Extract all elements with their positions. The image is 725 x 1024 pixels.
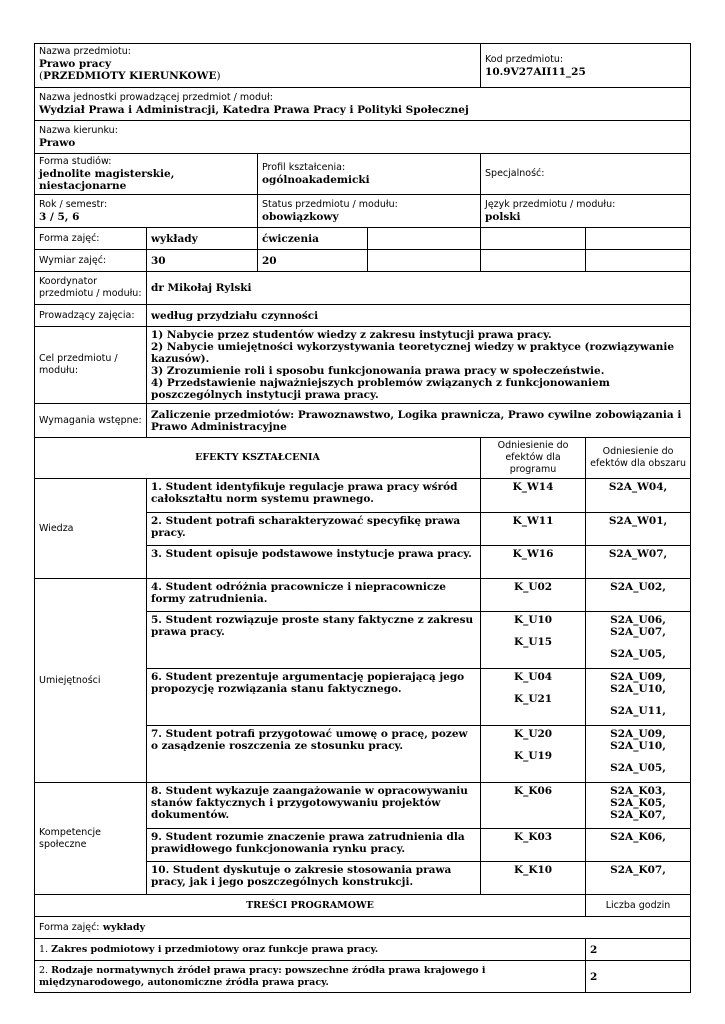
- unit-label: Nazwa jednostki prowadzącej przedmiot / moduł:: [39, 92, 273, 103]
- empty-cell: [481, 250, 586, 272]
- coordinator-value: dr Mikołaj Rylski: [147, 272, 691, 305]
- language-value: polski: [485, 211, 521, 223]
- effect-program-ref: K_U04: [513, 671, 553, 683]
- effect-program-ref: K_W14: [481, 479, 586, 513]
- goal-list: [147, 327, 691, 404]
- effect-area-ref: S2A_U10,: [610, 740, 666, 752]
- year-value: 3 / 5, 6: [39, 211, 80, 223]
- effect-text: 9. Student rozumie znaczenie prawa zatrudnienia dla prawidłowego funkcjonowania rynku pracy.: [147, 829, 481, 862]
- study-form-label: Forma studiów:: [39, 156, 112, 167]
- effect-area-refs: [586, 726, 691, 783]
- course-syllabus-table: [34, 43, 691, 993]
- goal-item: 2) Nabycie umiejętności wykorzystywania teoretycznej wiedzy w praktyce (rozwiązywanie kazusów).: [151, 341, 675, 365]
- program-item-text: Zakres podmiotowy i przedmiotowy oraz funkcje prawa pracy.: [51, 943, 379, 955]
- social-label: Kompetencje społeczne: [35, 783, 147, 895]
- effect-area-refs: [586, 612, 691, 669]
- effect-area-ref: S2A_U07,: [610, 626, 666, 638]
- goal-item: 4) Przedstawienie najważniejszych problemów związanych z funkcjonowaniem poszczególnych instytucji prawa pracy.: [151, 377, 610, 401]
- requirements-value: Zaliczenie przedmiotów: Prawoznawstwo, Logika prawnicza, Prawo cywilne zobowiązania i Prawo Administracyjne: [147, 404, 691, 438]
- effect-text: 1. Student identyfikuje regulacje prawa pracy wśród całokształtu norm systemu prawnego.: [147, 479, 481, 513]
- lecturers-label: Prowadzący zajęcia:: [35, 305, 147, 327]
- empty-cell: [481, 228, 586, 250]
- effect-program-ref: K_U02: [481, 579, 586, 612]
- unit-cell: [35, 88, 691, 121]
- goal-item: 3) Zrozumienie roli i sposobu funkcjonowania prawa pracy w społeczeństwie.: [151, 365, 605, 377]
- lecturers-value: według przydziału czynności: [147, 305, 691, 327]
- effect-text: 10. Student dyskutuje o zakresie stosowania prawa pracy, jak i jego poszczególnych konstrukcji.: [147, 862, 481, 895]
- effect-program-refs: [481, 612, 586, 669]
- effect-area-ref: S2A_U09,: [610, 671, 666, 683]
- profile-label: Profil kształcenia:: [262, 162, 346, 173]
- program-item: [35, 939, 586, 961]
- effect-text: 7. Student potrafi przygotować umowę o pracę, pozew o zasądzenie roszczenia ze stosunku pracy.: [147, 726, 481, 783]
- effect-program-ref: K_U10: [513, 614, 553, 626]
- effect-area-ref: S2A_K07,: [610, 809, 666, 821]
- effect-text: 5. Student rozwiązuje proste stany faktyczne z zakresu prawa pracy.: [147, 612, 481, 669]
- status-value: obowiązkowy: [262, 211, 339, 223]
- effect-program-refs: [481, 669, 586, 726]
- effect-text: 4. Student odróżnia pracownicze i niepracownicze formy zatrudnienia.: [147, 579, 481, 612]
- effect-text: 2. Student potrafi scharakteryzować specyfikę prawa pracy.: [147, 513, 481, 546]
- language-label: Język przedmiotu / modułu:: [485, 199, 616, 210]
- goal-label: Cel przedmiotu / modułu:: [35, 327, 147, 404]
- program-form-value: wykłady: [102, 922, 146, 933]
- knowledge-label: Wiedza: [35, 479, 147, 579]
- effect-area-ref: S2A_U02,: [586, 579, 691, 612]
- effect-area-refs: [586, 669, 691, 726]
- program-item-hours: 2: [586, 939, 691, 961]
- effect-area-ref: S2A_U09,: [610, 728, 666, 740]
- field-label: Nazwa kierunku:: [39, 125, 118, 136]
- specialty-cell: [481, 154, 691, 195]
- effect-program-ref: K_K03: [481, 829, 586, 862]
- language-cell: [481, 195, 691, 228]
- program-item-hours: 2: [586, 961, 691, 993]
- empty-cell: [586, 250, 691, 272]
- field-value: Prawo: [39, 137, 76, 149]
- subject-group: (PRZEDMIOTY KIERUNKOWE): [39, 70, 221, 82]
- effect-program-ref: K_U15: [513, 636, 553, 648]
- effects-area-header: Odniesienie do efektów dla obszaru: [586, 438, 691, 479]
- effect-area-ref: S2A_U06,: [610, 614, 666, 626]
- subject-cell: [35, 44, 481, 88]
- program-form-cell: [35, 917, 691, 939]
- effect-area-ref: S2A_U05,: [610, 648, 666, 660]
- status-cell: [258, 195, 481, 228]
- program-item-text: Rodzaje normatywnych źródeł prawa pracy: powszechne źródła prawa krajowego i międzynarodowego, autonomiczne źródła prawa pracy.: [39, 964, 486, 988]
- effect-area-ref: S2A_K05,: [610, 797, 666, 809]
- study-form-value: jednolite magisterskie, niestacjonarne: [39, 168, 175, 192]
- effect-area-refs: [586, 783, 691, 829]
- empty-cell: [368, 228, 481, 250]
- subject-label: Nazwa przedmiotu:: [39, 46, 131, 57]
- empty-cell: [586, 228, 691, 250]
- effect-program-refs: [481, 726, 586, 783]
- effect-area-ref: S2A_K07,: [586, 862, 691, 895]
- profile-cell: [258, 154, 481, 195]
- program-form-label: Forma zajęć:: [39, 922, 100, 933]
- effect-program-ref: K_W11: [481, 513, 586, 546]
- classes-label: Forma zajęć:: [35, 228, 147, 250]
- effect-text: 3. Student opisuje podstawowe instytucje prawa pracy.: [147, 546, 481, 579]
- effect-area-ref: S2A_W04,: [586, 479, 691, 513]
- program-title: TREŚCI PROGRAMOWE: [35, 895, 586, 917]
- code-value: 10.9V27AII11_25: [485, 65, 586, 78]
- skills-label: Umiejętności: [35, 579, 147, 783]
- effect-area-ref: S2A_U10,: [610, 683, 666, 695]
- effect-area-ref: S2A_W07,: [586, 546, 691, 579]
- effect-area-ref: S2A_K03,: [610, 785, 666, 797]
- hours-lecture: 30: [147, 250, 258, 272]
- specialty-label: Specjalność:: [485, 168, 545, 179]
- subject-name: Prawo pracy: [39, 58, 112, 70]
- status-label: Status przedmiotu / modułu:: [262, 199, 398, 210]
- effect-program-ref: K_U21: [513, 693, 553, 705]
- empty-cell: [368, 250, 481, 272]
- effect-text: 8. Student wykazuje zaangażowanie w opracowywaniu stanów faktycznych i przygotowywaniu projektów dokumentów.: [147, 783, 481, 829]
- program-hours-header: Liczba godzin: [586, 895, 691, 917]
- study-form-cell: [35, 154, 258, 195]
- code-label: Kod przedmiotu:: [485, 53, 564, 65]
- effect-program-ref: K_W16: [481, 546, 586, 579]
- year-cell: [35, 195, 258, 228]
- effect-area-ref: S2A_U05,: [610, 762, 666, 774]
- profile-value: ogólnoakademicki: [262, 174, 370, 186]
- effect-program-ref: K_K06: [481, 783, 586, 829]
- hours-exercise: 20: [258, 250, 368, 272]
- unit-value: Wydział Prawa i Administracji, Katedra Prawa Pracy i Polityki Społecznej: [39, 104, 469, 116]
- effect-area-ref: S2A_K06,: [586, 829, 691, 862]
- effect-program-ref: K_K10: [481, 862, 586, 895]
- effects-program-header: Odniesienie do efektów dla programu: [481, 438, 586, 479]
- program-item: [35, 961, 586, 993]
- goal-item: 1) Nabycie przez studentów wiedzy z zakresu instytucji prawa pracy.: [151, 329, 552, 341]
- hours-label: Wymiar zajęć:: [35, 250, 147, 272]
- program-item-number: 1.: [39, 943, 49, 955]
- effect-area-ref: S2A_U11,: [610, 705, 666, 717]
- year-label: Rok / semestr:: [39, 199, 108, 210]
- effects-title: EFEKTY KSZTAŁCENIA: [35, 438, 481, 479]
- effect-program-ref: K_U20: [513, 728, 553, 740]
- classes-exercise: ćwiczenia: [258, 228, 368, 250]
- code-cell: [481, 44, 691, 88]
- coordinator-label: Koordynator przedmiotu / modułu:: [35, 272, 147, 305]
- effect-text: 6. Student prezentuje argumentację popierającą jego propozycję rozwiązania stanu faktycznego.: [147, 669, 481, 726]
- effect-program-ref: K_U19: [513, 750, 553, 762]
- program-item-number: 2.: [39, 964, 49, 976]
- effect-area-ref: S2A_W01,: [586, 513, 691, 546]
- requirements-label: Wymagania wstępne:: [35, 404, 147, 438]
- classes-lecture: wykłady: [147, 228, 258, 250]
- field-cell: [35, 121, 691, 154]
